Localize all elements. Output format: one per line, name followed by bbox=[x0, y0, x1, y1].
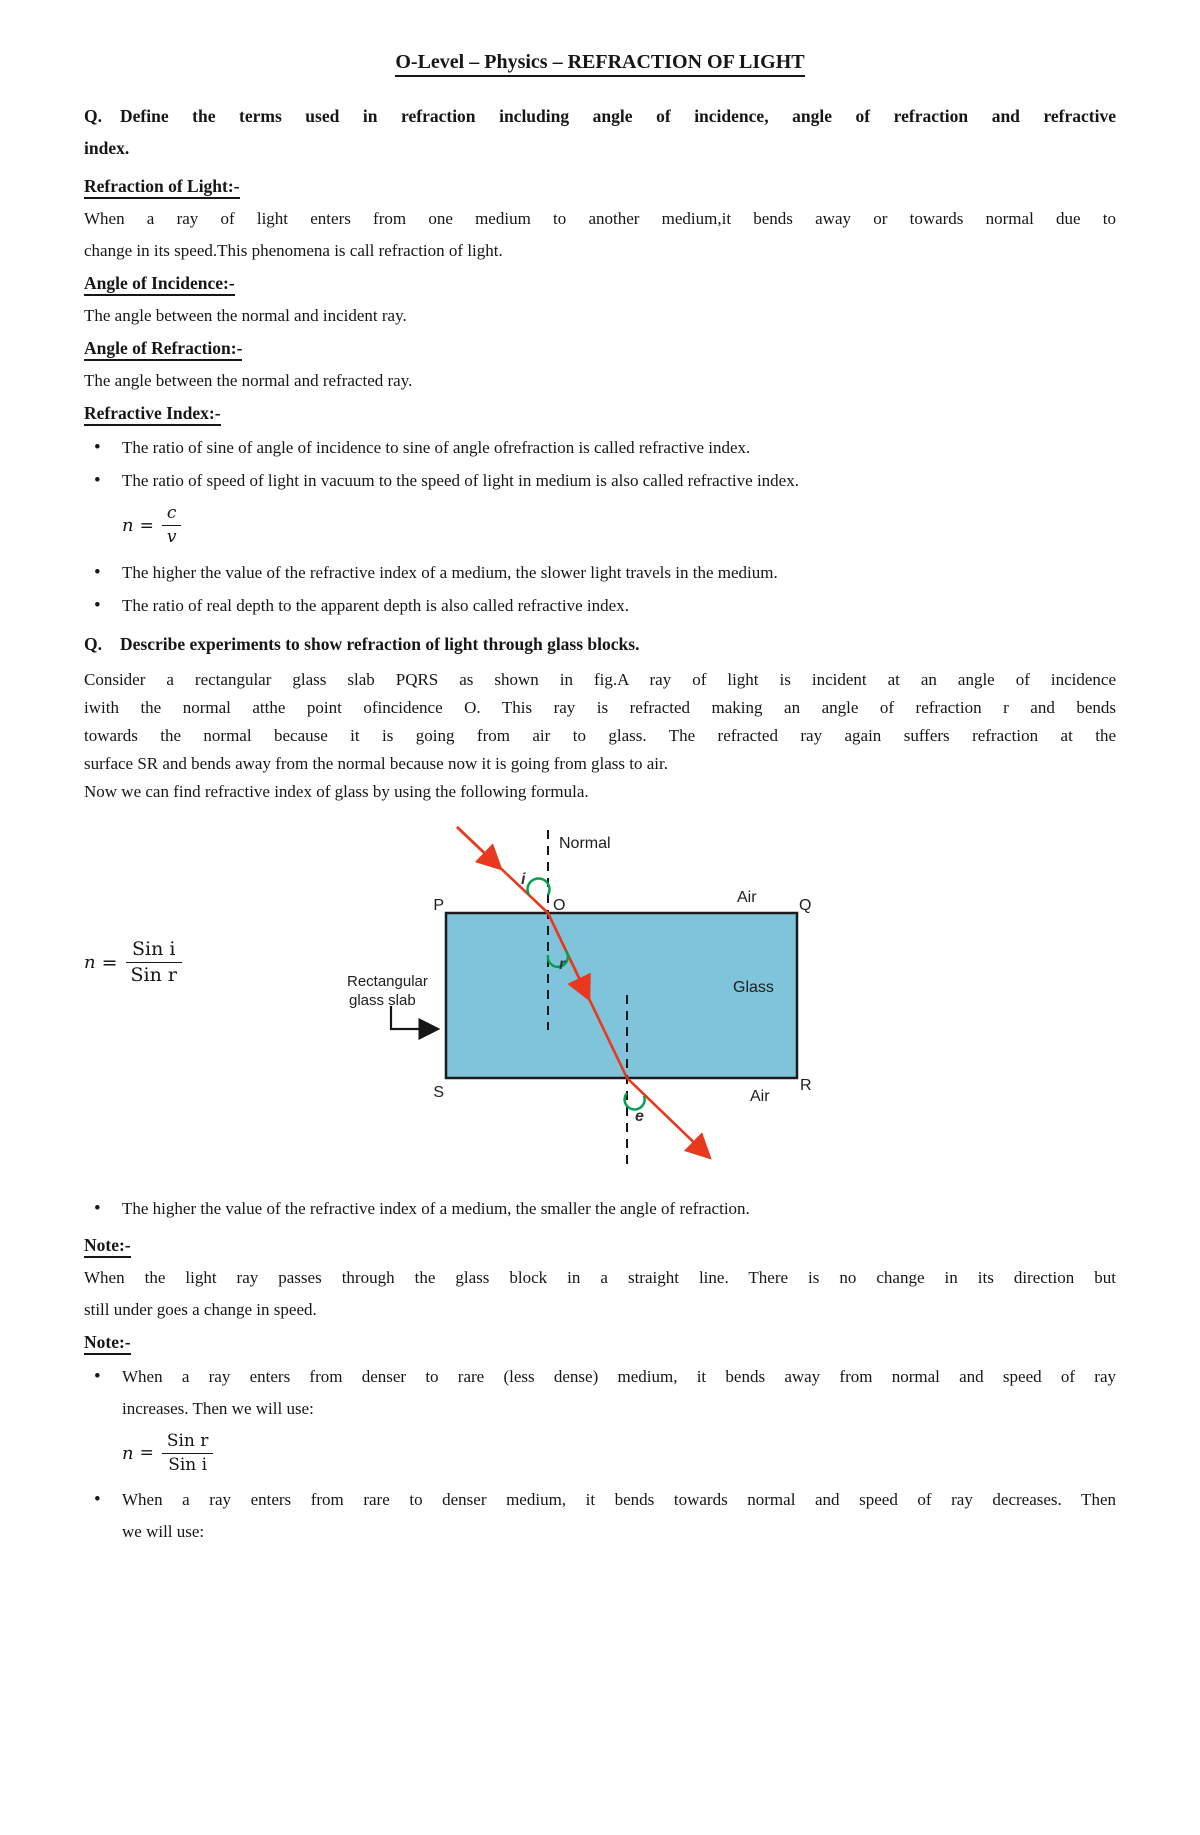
list-item: • The ratio of sine of angle of incidence to sine of angle ofrefraction is called refractive index. bbox=[84, 432, 1116, 464]
point-o-label: O bbox=[553, 896, 566, 914]
question-2-label: Q. bbox=[84, 633, 102, 654]
question-1: Q. Define the terms used in refraction including angle of incidence, angle of refraction and refractive index. bbox=[84, 106, 1116, 158]
corner-q-label: Q bbox=[799, 896, 812, 914]
slab-label-line2: glass slab bbox=[349, 991, 416, 1009]
list-item: • The higher the value of the refractive index of a medium, the slower light travels in the medium. bbox=[84, 557, 1116, 589]
angle-of-incidence-body: The angle between the normal and incident ray. bbox=[84, 306, 407, 325]
experiment-paragraph: Consider a rectangular glass slab PQRS as shown in fig.A ray of light is incident at an angle of incidence iwith the normal atthe point ofincidence O. This ray is refracted making an angle of refraction r and bends towards the normal because it is going from air to glass. The refracted ray again suffers refraction at the surface SR and bends away from the normal because now it is going from glass to air. Now we can find refractive index of glass by using the following formula. bbox=[84, 666, 1116, 806]
angle-e-label: e bbox=[635, 1107, 644, 1125]
question-2-text: Describe experiments to show refraction of light through glass blocks. bbox=[120, 633, 640, 654]
angle-r-label: r bbox=[559, 955, 566, 973]
glass-label: Glass bbox=[733, 978, 774, 996]
air-bottom-label: Air bbox=[750, 1087, 770, 1105]
heading-note-1: Note:- bbox=[84, 1229, 1116, 1262]
page-title: O-Level – Physics – REFRACTION OF LIGHT bbox=[84, 48, 1116, 76]
corner-p-label: P bbox=[433, 896, 444, 914]
ray-diagram-svg bbox=[0, 810, 1200, 1185]
refraction-of-light-body: When a ray of light enters from one medium to another medium,it bends away or towards normal due to change in its speed.This phenomena is call refraction of light. bbox=[84, 209, 1116, 260]
fraction-denominator: Sin i bbox=[168, 1454, 208, 1475]
slab-label-line1: Rectangular bbox=[347, 972, 428, 990]
formula-n-sinr-sini bbox=[122, 1431, 1116, 1477]
angle-i-label: i bbox=[521, 870, 526, 888]
heading-refraction-of-light: Refraction of Light:- bbox=[84, 170, 1116, 203]
heading-note-2: Note:- bbox=[84, 1326, 1116, 1359]
question-1-text: Define the terms used in refraction including angle of incidence, angle of refraction and refractive bbox=[120, 106, 1116, 126]
incident-ray-arrowhead bbox=[457, 827, 499, 867]
fraction-numerator: c bbox=[162, 503, 182, 526]
corner-r-label: R bbox=[800, 1076, 812, 1094]
list-item: • The higher the value of the refractive index of a medium, the smaller the angle of refraction. bbox=[84, 1193, 1116, 1225]
refractive-index-bullets-2 bbox=[84, 557, 1116, 622]
angle-i-arc bbox=[528, 878, 550, 895]
list-item: • When a ray enters from rare to denser medium, it bends towards normal and speed of ray decreases. Then we will use: bbox=[84, 1484, 1116, 1548]
fraction bbox=[162, 1431, 214, 1477]
note-2-bullets bbox=[84, 1361, 1116, 1425]
fraction-denominator: Sin r bbox=[130, 964, 177, 987]
slab-label-arrow bbox=[391, 1006, 436, 1029]
corner-s-label: S bbox=[433, 1083, 444, 1101]
question-1-label: Q. bbox=[84, 106, 102, 126]
note-1-body: When the light ray passes through the glass block in a straight line. There is no change in its direction but still under goes a change in speed. bbox=[84, 1267, 1116, 1319]
angle-of-refraction-body: The angle between the normal and refracted ray. bbox=[84, 371, 413, 390]
formula-n-c-v bbox=[122, 503, 1116, 549]
fraction-numerator: Sin i bbox=[126, 938, 182, 964]
heading-refractive-index: Refractive Index:- bbox=[84, 397, 1116, 430]
normal-label: Normal bbox=[559, 834, 611, 852]
fraction bbox=[162, 503, 182, 549]
list-item: • The ratio of real depth to the apparent depth is also called refractive index. bbox=[84, 590, 1116, 622]
formula-lhs: n bbox=[84, 952, 96, 974]
air-top-label: Air bbox=[737, 888, 757, 906]
final-bullet bbox=[84, 1484, 1116, 1548]
refraction-diagram bbox=[0, 810, 1200, 1185]
equals-sign: = bbox=[101, 951, 118, 974]
question-2 bbox=[84, 628, 1116, 660]
heading-angle-of-refraction: Angle of Refraction:- bbox=[84, 332, 1116, 365]
formula-intro-line: Now we can find refractive index of glass by using the following formula. bbox=[84, 781, 589, 801]
equals-sign: = bbox=[139, 515, 154, 536]
fraction-numerator: Sin r bbox=[162, 1431, 214, 1454]
heading-angle-of-incidence: Angle of Incidence:- bbox=[84, 267, 1116, 300]
equals-sign: = bbox=[139, 1443, 154, 1464]
list-item: • When a ray enters from denser to rare (less dense) medium, it bends away from normal and speed of ray increases. Then we will use: bbox=[84, 1361, 1116, 1425]
list-item: • The ratio of speed of light in vacuum to the speed of light in medium is also called refractive index. bbox=[84, 465, 1116, 497]
formula-lhs: n bbox=[122, 1442, 134, 1464]
refractive-index-bullets bbox=[84, 432, 1116, 497]
post-diagram-bullet bbox=[84, 1193, 1116, 1225]
formula-lhs: n bbox=[122, 515, 134, 537]
fraction-denominator: v bbox=[166, 527, 177, 548]
